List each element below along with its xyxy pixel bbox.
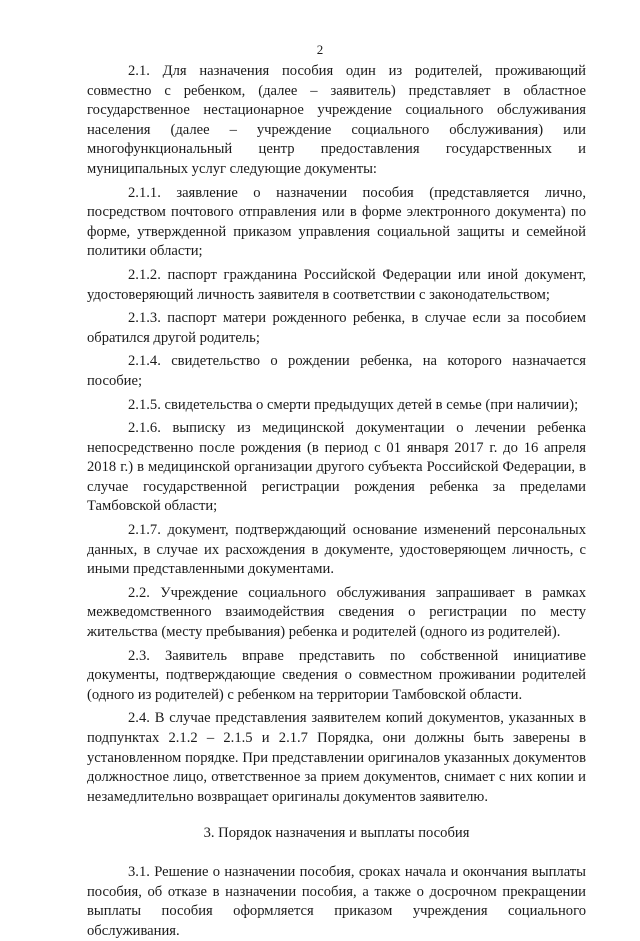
paragraph-2-1: 2.1. Для назначения пособия один из родителей, проживающий совместно с ребенком, (далее – заявитель) представляет в областное государственное нестационарное учреждение социального обслуживания населения (далее – учреждение социального обслуживания) или многофункциональный центр предоставления государственных и муниципальных услуг следующие документы: [87,63,586,177]
paragraph-3-1: 3.1. Решение о назначении пособия, сроках начала и окончания выплаты пособия, об отказе в назначении пособия, а также о досрочном прекращении выплаты пособия оформляется приказом учреждения социального обслуживания. [87,863,586,939]
paragraph-2-1-1: 2.1.1. заявление о назначении пособия (представляется лично, посредством почтового отправления или в форме электронного документа) по форме, утвержденной приказом управления социальной защиты и семейной политики области; [87,184,586,260]
paragraph-2-1-7: 2.1.7. документ, подтверждающий основание изменений персональных данных, в случае их расхождения в документе, удостоверяющем личность, с иными представленными документами. [87,522,586,578]
paragraph-2-1-5: 2.1.5. свидетельства о смерти предыдущих детей в семье (при наличии); [128,396,579,413]
paragraph-2-1-3: 2.1.3. паспорт матери рожденного ребенка, в случае если за пособием обратился другой родитель; [87,310,586,346]
document-body [87,62,586,941]
paragraph-2-1-2: 2.1.2. паспорт гражданина Российской Федерации или иной документ, удостоверяющий личность заявителя в соответствии с законодательством; [87,266,586,303]
paragraph-2-4: 2.4. В случае представления заявителем копий документов, указанных в подпунктах 2.1.2 – 2.1.5 и 2.1.7 Порядка, они должны быть заверены в установленном порядке. При представлении оригиналов указанных документов должностное лицо, ответственное за прием документов, снимает с них копии и незамедлительно возвращает оригиналы документов заявителю. [87,710,586,805]
paragraph-2-3: 2.3. Заявитель вправе представить по собственной инициативе документы, подтверждающие сведения о совместном проживании родителей (одного из родителей) с ребенком на территории Тамбовской области. [87,647,586,703]
paragraph-2-2: 2.2. Учреждение социального обслуживания запрашивает в рамках межведомственного взаимодействия сведения о регистрации по месту жительства (месту пребывания) ребенка и родителей (одного из родителей). [87,584,586,641]
page-number: 2 [316,42,324,57]
section-3-heading: 3. Порядок назначения и выплаты пособия [203,825,470,842]
paragraph-2-1-4: 2.1.4. свидетельство о рождении ребенка, на которого назначается пособие; [87,353,586,389]
paragraph-2-1-6: 2.1.6. выписку из медицинской документации о лечении ребенка непосредственно после рождения (в период с 01 января 2017 г. до 16 апреля 2018 г.) в медицинской организации другого субъекта Российской Федерации, в случае государственной регистрации рождения ребенка за пределами Тамбовской области; [87,420,586,515]
